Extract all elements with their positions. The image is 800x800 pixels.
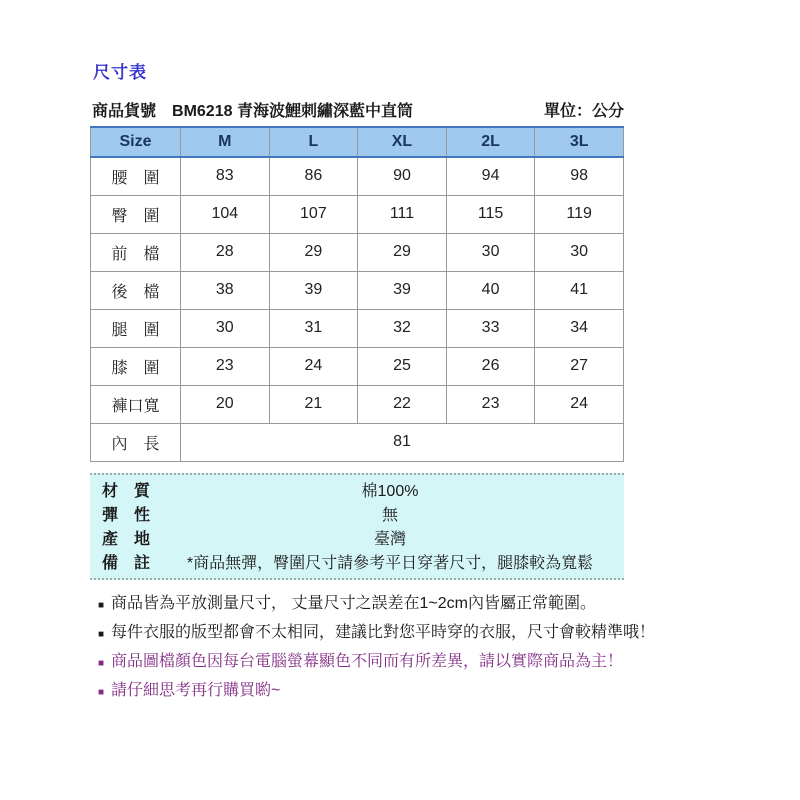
size-cell: 24	[269, 347, 358, 385]
table-row-back-rise	[91, 271, 624, 309]
row-label: 前 檔	[91, 233, 181, 271]
header-cell-xl: XL	[358, 127, 447, 157]
size-table	[90, 126, 624, 462]
merged-size-cell: 81	[181, 423, 624, 461]
size-cell: 30	[446, 233, 535, 271]
note-text: 商品皆為平放測量尺寸， 丈量尺寸之誤差在1~2cm內皆屬正常範圍。	[111, 594, 596, 612]
size-cell: 115	[446, 195, 535, 233]
product-code-label: 商品貨號	[92, 103, 157, 120]
header-cell-l: L	[269, 127, 358, 157]
size-cell: 30	[181, 309, 270, 347]
note-color-difference	[98, 648, 624, 677]
row-label: 後 檔	[91, 271, 181, 309]
size-cell: 25	[358, 347, 447, 385]
size-cell: 104	[181, 195, 270, 233]
product-info	[92, 98, 413, 121]
square-bullet-icon: ■	[98, 657, 105, 669]
material-row-remark	[90, 550, 624, 574]
size-cell: 34	[535, 309, 624, 347]
material-row-elasticity	[90, 502, 624, 526]
row-label: 腰 圍	[91, 157, 181, 195]
size-cell: 86	[269, 157, 358, 195]
size-cell: 27	[535, 347, 624, 385]
size-cell: 40	[446, 271, 535, 309]
unit-label: 單位：公分	[543, 103, 624, 120]
size-cell: 111	[358, 195, 447, 233]
size-cell: 23	[181, 347, 270, 385]
size-cell: 32	[358, 309, 447, 347]
size-table-header-row	[91, 127, 624, 157]
size-cell: 119	[535, 195, 624, 233]
size-cell: 24	[535, 385, 624, 423]
size-cell: 26	[446, 347, 535, 385]
size-cell: 22	[358, 385, 447, 423]
note-text: 請仔細思考再行購買喲~	[111, 681, 281, 699]
table-row-inseam	[91, 423, 624, 461]
material-value: 棉100%	[361, 483, 419, 500]
size-cell: 39	[269, 271, 358, 309]
size-cell: 20	[181, 385, 270, 423]
material-value: 無	[381, 507, 398, 524]
size-cell: 30	[535, 233, 624, 271]
product-info-line	[92, 98, 624, 121]
row-label: 褲口寬	[91, 385, 181, 423]
material-value: 臺灣	[373, 531, 406, 548]
material-row-fabric	[90, 478, 624, 502]
row-label: 腿 圍	[91, 309, 181, 347]
table-row-hip	[91, 195, 624, 233]
material-value: *商品無彈，臀圍尺寸請參考平日穿著尺寸，腿膝較為寬鬆	[186, 555, 594, 572]
square-bullet-icon: ■	[98, 686, 105, 698]
table-row-thigh	[91, 309, 624, 347]
note-think-before-buying	[98, 677, 624, 706]
header-cell-m: M	[181, 127, 270, 157]
size-cell: 23	[446, 385, 535, 423]
size-cell: 39	[358, 271, 447, 309]
square-bullet-icon: ■	[98, 628, 105, 640]
size-cell: 21	[269, 385, 358, 423]
header-cell-3l: 3L	[535, 127, 624, 157]
size-cell: 31	[269, 309, 358, 347]
material-row-origin	[90, 526, 624, 550]
material-label: 產 地	[102, 531, 151, 548]
size-cell: 83	[181, 157, 270, 195]
size-cell: 33	[446, 309, 535, 347]
row-label: 內 長	[91, 423, 181, 461]
material-label: 材 質	[102, 483, 151, 500]
table-row-leg-opening	[91, 385, 624, 423]
footnotes-section	[98, 590, 656, 706]
size-cell: 41	[535, 271, 624, 309]
size-cell: 90	[358, 157, 447, 195]
size-cell: 98	[535, 157, 624, 195]
size-cell: 107	[269, 195, 358, 233]
size-chart-page	[90, 58, 656, 706]
note-measure-tolerance	[98, 590, 624, 619]
material-label: 彈 性	[102, 507, 151, 524]
product-code-value: BM6218 青海波鯉刺繡深藍中直筒	[172, 103, 413, 120]
header-cell-2l: 2L	[446, 127, 535, 157]
table-row-knee	[91, 347, 624, 385]
row-label: 臀 圍	[91, 195, 181, 233]
square-bullet-icon: ■	[98, 599, 105, 611]
size-cell: 28	[181, 233, 270, 271]
size-cell: 29	[269, 233, 358, 271]
table-row-waist	[91, 157, 624, 195]
page-title: 尺寸表	[93, 63, 147, 82]
size-cell: 94	[446, 157, 535, 195]
material-label: 備 註	[102, 555, 151, 572]
note-text: 每件衣服的版型都會不太相同，建議比對您平時穿的衣服，尺寸會較精準哦！	[111, 623, 656, 641]
header-cell-size: Size	[91, 127, 181, 157]
note-text: 商品圖檔顏色因每台電腦螢幕顯色不同而有所差異，請以實際商品為主！	[111, 652, 624, 670]
row-label: 膝 圍	[91, 347, 181, 385]
note-fit-comparison	[98, 619, 656, 648]
material-info-section	[90, 473, 624, 580]
size-cell: 38	[181, 271, 270, 309]
size-cell: 29	[358, 233, 447, 271]
table-row-front-rise	[91, 233, 624, 271]
